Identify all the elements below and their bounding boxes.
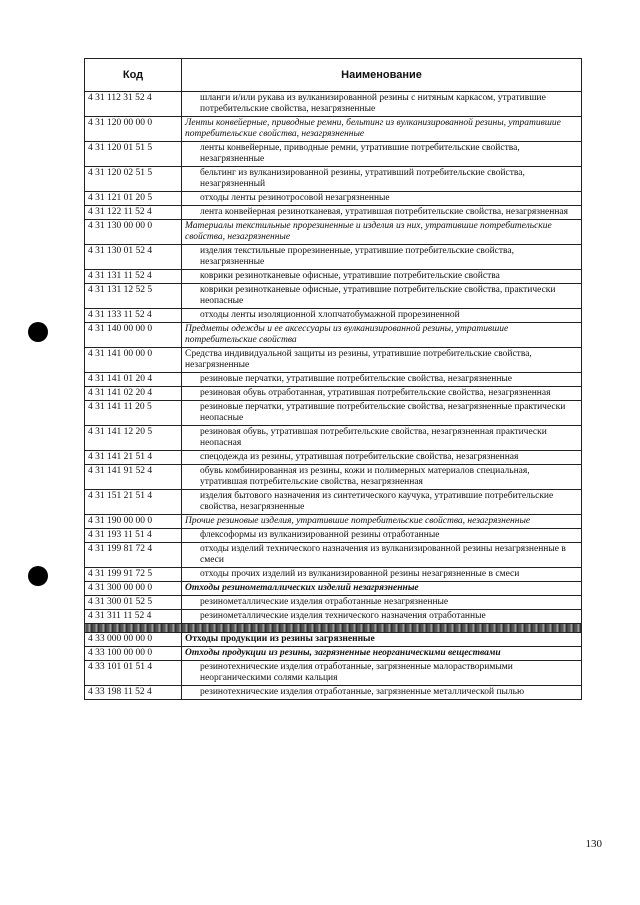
table-row [85,596,582,610]
row-name: ленты конвейерные, приводные ремни, утратившие потребительские свойства, незагрязненные [182,142,582,167]
row-name: Материалы текстильные прорезиненные и изделия из них, утратившие потребительские свойства, незагрязненные [182,220,582,245]
row-name: Отходы продукции из резины, загрязненные неорганическими веществами [182,647,582,661]
table-row [85,117,582,142]
table-row [85,686,582,700]
row-code: 4 33 198 11 52 4 [85,686,182,700]
row-name: резиновая обувь отработанная, утратившая потребительские свойства, незагрязненная [182,387,582,401]
row-code: 4 31 300 01 52 5 [85,596,182,610]
row-code: 4 31 193 11 51 4 [85,529,182,543]
scan-noise-cell [85,624,182,633]
table-row [85,624,582,633]
table-row [85,192,582,206]
table-row [85,661,582,686]
table-row [85,323,582,348]
table-row [85,451,582,465]
table-row [85,142,582,167]
row-code: 4 31 133 11 52 4 [85,309,182,323]
row-name: Отходы резинометаллических изделий незагрязненные [182,582,582,596]
row-name: бельтинг из вулканизированной резины, утративший потребительские свойства, незагрязненный [182,167,582,192]
scan-noise-cell [182,624,582,633]
row-name: Отходы продукции из резины загрязненные [182,633,582,647]
row-name: изделия бытового назначения из синтетического каучука, утратившие потребительские свойства, незагрязненные [182,490,582,515]
row-name: Средства индивидуальной защиты из резины, утратившие потребительские свойства, незагрязненные [182,348,582,373]
row-code: 4 31 112 31 52 4 [85,92,182,117]
row-name: лента конвейерная резинотканевая, утратившая потребительские свойства, незагрязненная [182,206,582,220]
table-row [85,373,582,387]
table-body [85,92,582,700]
row-code: 4 31 300 00 00 0 [85,582,182,596]
row-code: 4 31 120 02 51 5 [85,167,182,192]
punch-hole [28,322,48,342]
row-name: Ленты конвейерные, приводные ремни, бельтинг из вулканизированной резины, утратившие потребительские свойства, незагрязненные [182,117,582,142]
row-name: резиновые перчатки, утратившие потребительские свойства, незагрязненные практически неопасные [182,401,582,426]
table-row [85,490,582,515]
table-row [85,220,582,245]
row-code: 4 31 141 21 51 4 [85,451,182,465]
row-code: 4 31 121 01 20 5 [85,192,182,206]
waste-codes-table [84,58,582,700]
row-name: шланги и/или рукава из вулканизированной резины с нитяным каркасом, утратившие потребительские свойства, незагрязненные [182,92,582,117]
table-row [85,348,582,373]
header-name: Наименование [182,59,582,92]
row-name: отходы ленты изоляционной хлопчатобумажной прорезиненной [182,309,582,323]
row-code: 4 31 122 11 52 4 [85,206,182,220]
row-code: 4 33 100 00 00 0 [85,647,182,661]
row-code: 4 31 120 00 00 0 [85,117,182,142]
row-name: Предметы одежды и ее аксессуары из вулканизированной резины, утратившие потребительские свойства [182,323,582,348]
row-name: коврики резинотканевые офисные, утратившие потребительские свойства [182,270,582,284]
row-name: флексоформы из вулканизированной резины отработанные [182,529,582,543]
row-code: 4 31 141 91 52 4 [85,465,182,490]
table-row [85,401,582,426]
row-name: резиновые перчатки, утратившие потребительские свойства, незагрязненные [182,373,582,387]
table-row [85,647,582,661]
row-name: резинотехнические изделия отработанные, загрязненные малорастворимыми неорганическими солями кальция [182,661,582,686]
row-code: 4 31 130 00 00 0 [85,220,182,245]
row-code: 4 31 131 12 52 5 [85,284,182,309]
row-name: Прочие резиновые изделия, утратившие потребительские свойства, незагрязненные [182,515,582,529]
row-name: обувь комбинированная из резины, кожи и полимерных материалов специальная, утратившая потребительские свойства, незагрязненная [182,465,582,490]
row-code: 4 31 141 11 20 5 [85,401,182,426]
table-row [85,92,582,117]
table-row [85,543,582,568]
table-row [85,284,582,309]
table-row [85,270,582,284]
row-name: резиновая обувь, утратившая потребительские свойства, незагрязненная практически неопасная [182,426,582,451]
table-row [85,515,582,529]
row-code: 4 33 101 01 51 4 [85,661,182,686]
row-name: отходы изделий технического назначения из вулканизированной резины незагрязненные в смеси [182,543,582,568]
page-number: 130 [585,838,602,850]
table-row [85,568,582,582]
row-code: 4 33 000 00 00 0 [85,633,182,647]
table-header-row [85,59,582,92]
row-name: отходы ленты резинотросовой незагрязненные [182,192,582,206]
row-code: 4 31 190 00 00 0 [85,515,182,529]
header-code: Код [85,59,182,92]
row-name: резинотехнические изделия отработанные, загрязненные металлической пылью [182,686,582,700]
row-name: отходы прочих изделий из вулканизированной резины незагрязненные в смеси [182,568,582,582]
row-name: изделия текстильные прорезиненные, утратившие потребительские свойства, незагрязненные [182,245,582,270]
table-row [85,426,582,451]
table-row [85,465,582,490]
row-name: коврики резинотканевые офисные, утратившие потребительские свойства, практически неопасные [182,284,582,309]
row-code: 4 31 131 11 52 4 [85,270,182,284]
table-row [85,529,582,543]
row-name: резинометаллические изделия технического назначения отработанные [182,610,582,624]
table-row [85,582,582,596]
row-code: 4 31 199 91 72 5 [85,568,182,582]
row-code: 4 31 130 01 52 4 [85,245,182,270]
table-row [85,633,582,647]
row-name: резинометаллические изделия отработанные незагрязненные [182,596,582,610]
row-code: 4 31 141 12 20 5 [85,426,182,451]
row-code: 4 31 141 02 20 4 [85,387,182,401]
table-row [85,245,582,270]
table-row [85,206,582,220]
row-code: 4 31 141 00 00 0 [85,348,182,373]
punch-hole [28,566,48,586]
row-code: 4 31 151 21 51 4 [85,490,182,515]
row-code: 4 31 311 11 52 4 [85,610,182,624]
row-name: спецодежда из резины, утратившая потребительские свойства, незагрязненная [182,451,582,465]
table-row [85,167,582,192]
table-row [85,309,582,323]
row-code: 4 31 120 01 51 5 [85,142,182,167]
row-code: 4 31 199 81 72 4 [85,543,182,568]
row-code: 4 31 141 01 20 4 [85,373,182,387]
row-code: 4 31 140 00 00 0 [85,323,182,348]
table-row [85,610,582,624]
table-row [85,387,582,401]
